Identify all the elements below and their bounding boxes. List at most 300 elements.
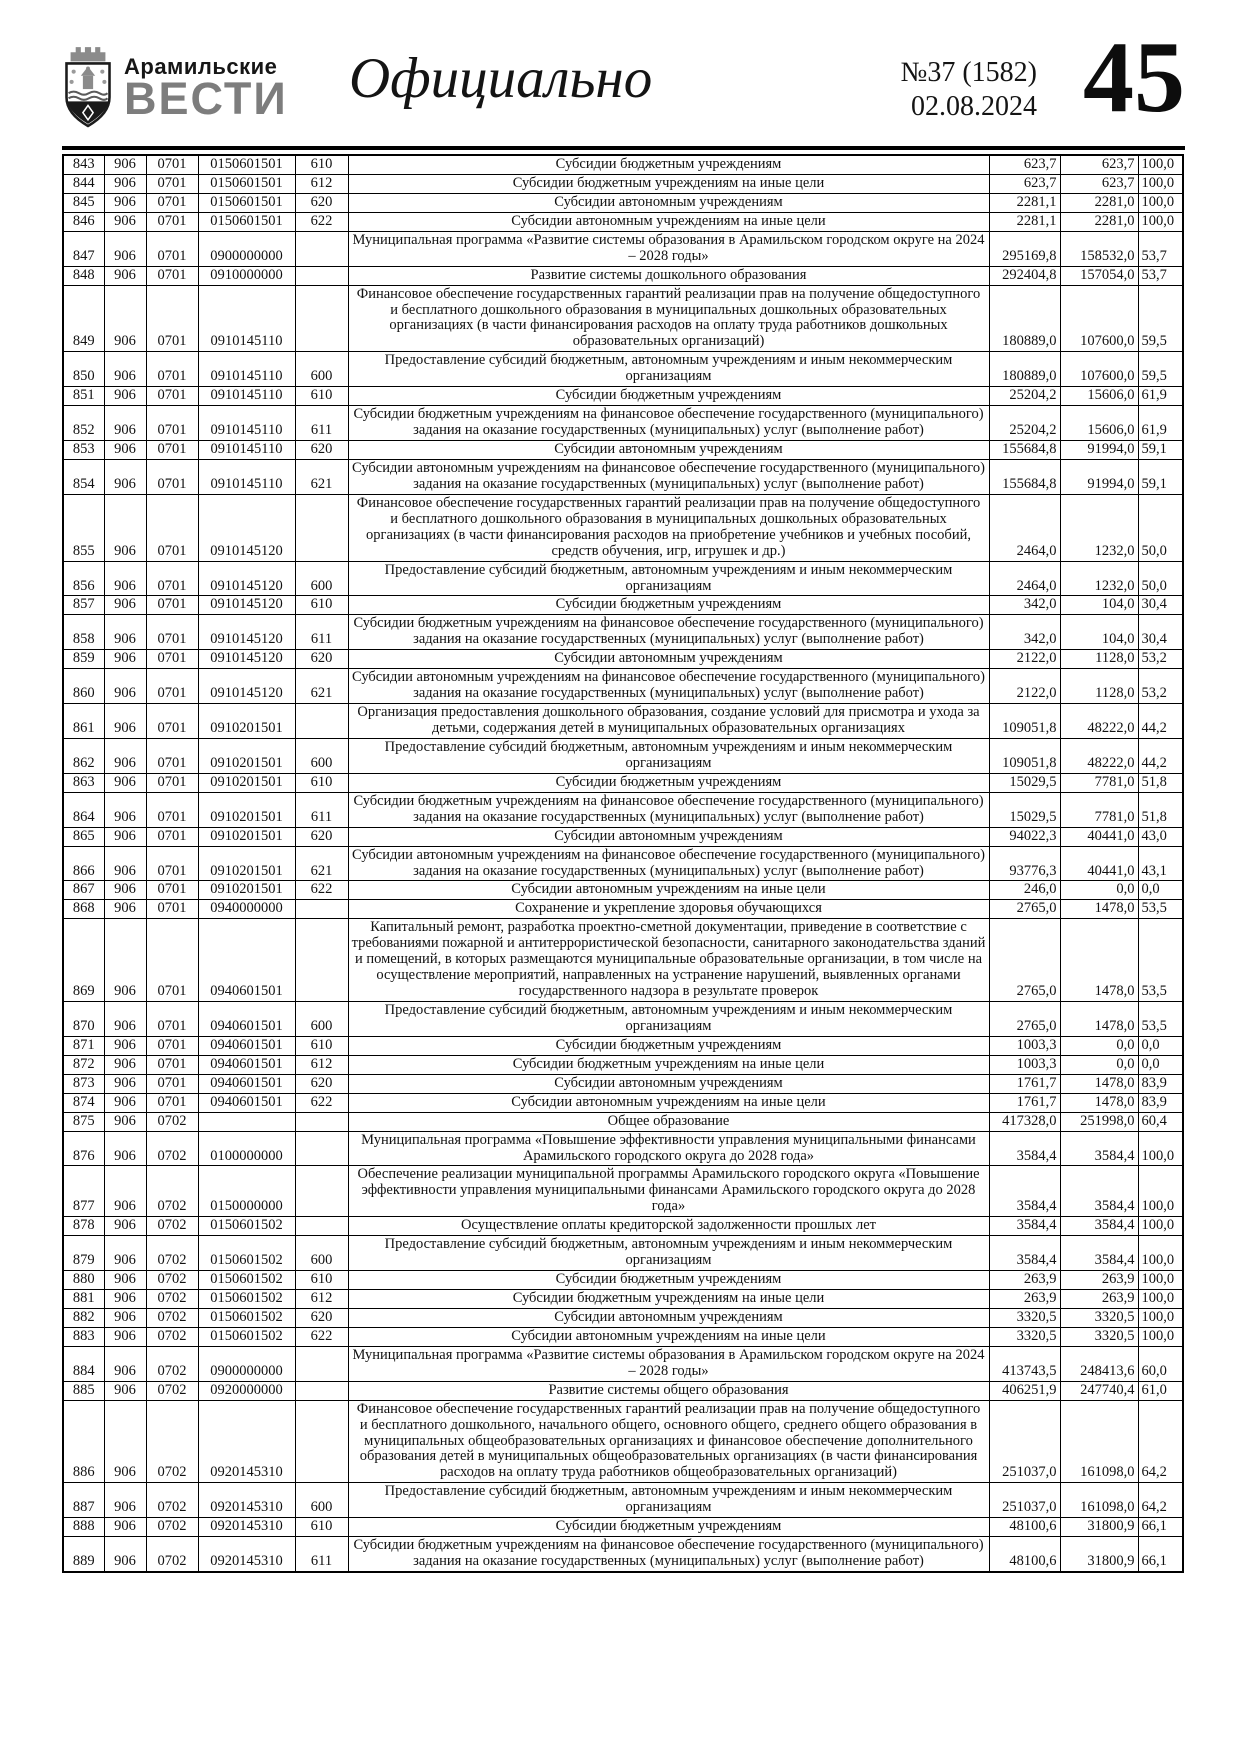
table-row — [63, 1131, 1183, 1166]
plan-amount-cell: 1761,7 — [989, 1074, 1060, 1093]
table-row — [63, 792, 1183, 827]
row-number-cell: 853 — [63, 441, 104, 460]
table-row — [63, 1236, 1183, 1271]
percent-cell: 100,0 — [1138, 155, 1183, 174]
table-row — [63, 615, 1183, 650]
budget-table — [62, 154, 1184, 1573]
percent-cell: 100,0 — [1138, 1271, 1183, 1290]
table-row — [63, 193, 1183, 212]
fact-amount-cell: 1478,0 — [1060, 1093, 1138, 1112]
fact-amount-cell: 263,9 — [1060, 1290, 1138, 1309]
expense-name-cell: Субсидии бюджетным учреждениям на иные цели — [348, 1055, 989, 1074]
plan-amount-cell: 48100,6 — [989, 1518, 1060, 1537]
expense-type-cell: 621 — [295, 846, 348, 881]
target-article-cell: 0910201501 — [198, 773, 295, 792]
section-title: Официально — [349, 47, 653, 110]
fact-amount-cell: 7781,0 — [1060, 792, 1138, 827]
section-code-cell: 0702 — [146, 1537, 198, 1572]
target-article-cell: 0910145110 — [198, 459, 295, 494]
expense-name-cell: Субсидии автономным учреждениям — [348, 650, 989, 669]
row-number-cell: 881 — [63, 1290, 104, 1309]
row-number-cell: 865 — [63, 827, 104, 846]
target-article-cell: 0150601501 — [198, 155, 295, 174]
grbs-code-cell: 906 — [104, 827, 146, 846]
grbs-code-cell: 906 — [104, 1112, 146, 1131]
fact-amount-cell: 161098,0 — [1060, 1483, 1138, 1518]
table-row — [63, 212, 1183, 231]
grbs-code-cell: 906 — [104, 1036, 146, 1055]
percent-cell: 100,0 — [1138, 1217, 1183, 1236]
percent-cell: 44,2 — [1138, 704, 1183, 739]
section-code-cell: 0701 — [146, 406, 198, 441]
percent-cell: 50,0 — [1138, 494, 1183, 561]
grbs-code-cell: 906 — [104, 441, 146, 460]
plan-amount-cell: 292404,8 — [989, 266, 1060, 285]
row-number-cell: 862 — [63, 738, 104, 773]
grbs-code-cell: 906 — [104, 1381, 146, 1400]
expense-name-cell: Финансовое обеспечение государственных гарантий реализации прав на получение общедоступного и бесплатного дошкольного, начального общего, основного общего, среднего общего образования в муниципальных общеобразовательных организациях и финансовое обеспечение дополнительного образования детей в муниципальных общеобразовательных организациях (в части финансирования расходов на оплату труда работников общеобразовательных организаций) — [348, 1400, 989, 1483]
expense-name-cell: Предоставление субсидий бюджетным, автономным учреждениям и иным некоммерческим организациям — [348, 352, 989, 387]
table-row — [63, 919, 1183, 1002]
percent-cell: 66,1 — [1138, 1537, 1183, 1572]
target-article-cell: 0940601501 — [198, 1074, 295, 1093]
expense-type-cell — [295, 1400, 348, 1483]
expense-type-cell: 600 — [295, 1002, 348, 1037]
expense-name-cell: Муниципальная программа «Повышение эффективности управления муниципальными финансами Арамильского городского округа до 2028 года» — [348, 1131, 989, 1166]
plan-amount-cell: 15029,5 — [989, 792, 1060, 827]
fact-amount-cell: 2281,0 — [1060, 193, 1138, 212]
table-row — [63, 1400, 1183, 1483]
table-row — [63, 704, 1183, 739]
fact-amount-cell: 3584,4 — [1060, 1166, 1138, 1217]
percent-cell: 100,0 — [1138, 1290, 1183, 1309]
expense-type-cell — [295, 900, 348, 919]
grbs-code-cell: 906 — [104, 155, 146, 174]
row-number-cell: 873 — [63, 1074, 104, 1093]
table-row — [63, 387, 1183, 406]
percent-cell: 44,2 — [1138, 738, 1183, 773]
plan-amount-cell: 155684,8 — [989, 441, 1060, 460]
plan-amount-cell: 342,0 — [989, 615, 1060, 650]
expense-type-cell — [295, 704, 348, 739]
plan-amount-cell: 2464,0 — [989, 494, 1060, 561]
percent-cell: 53,7 — [1138, 231, 1183, 266]
expense-type-cell: 620 — [295, 650, 348, 669]
expense-type-cell: 610 — [295, 773, 348, 792]
table-row — [63, 1483, 1183, 1518]
target-article-cell: 0910201501 — [198, 738, 295, 773]
plan-amount-cell: 246,0 — [989, 881, 1060, 900]
percent-cell: 0,0 — [1138, 1036, 1183, 1055]
section-code-cell: 0701 — [146, 773, 198, 792]
target-article-cell: 0150601502 — [198, 1217, 295, 1236]
plan-amount-cell: 109051,8 — [989, 704, 1060, 739]
percent-cell: 100,0 — [1138, 1166, 1183, 1217]
expense-name-cell: Субсидии бюджетным учреждениям на иные цели — [348, 1290, 989, 1309]
grbs-code-cell: 906 — [104, 919, 146, 1002]
section-code-cell: 0701 — [146, 846, 198, 881]
row-number-cell: 846 — [63, 212, 104, 231]
expense-name-cell: Муниципальная программа «Развитие системы образования в Арамильском городском округе на 2024 – 2028 годы» — [348, 1346, 989, 1381]
target-article-cell: 0920145310 — [198, 1483, 295, 1518]
section-code-cell: 0701 — [146, 193, 198, 212]
fact-amount-cell: 31800,9 — [1060, 1537, 1138, 1572]
grbs-code-cell: 906 — [104, 615, 146, 650]
plan-amount-cell: 1761,7 — [989, 1093, 1060, 1112]
grbs-code-cell: 906 — [104, 1236, 146, 1271]
section-code-cell: 0701 — [146, 441, 198, 460]
expense-name-cell: Субсидии автономным учреждениям на финансовое обеспечение государственного (муниципального) задания на оказание государственных (муниципальных) услуг (выполнение работ) — [348, 669, 989, 704]
expense-name-cell: Организация предоставления дошкольного образования, создание условий для присмотра и ухода за детьми, содержания детей в муниципальных образовательных организациях — [348, 704, 989, 739]
section-code-cell: 0702 — [146, 1112, 198, 1131]
percent-cell: 53,5 — [1138, 900, 1183, 919]
table-row — [63, 1537, 1183, 1572]
row-number-cell: 879 — [63, 1236, 104, 1271]
section-code-cell: 0702 — [146, 1131, 198, 1166]
table-row — [63, 881, 1183, 900]
grbs-code-cell: 906 — [104, 266, 146, 285]
plan-amount-cell: 2122,0 — [989, 650, 1060, 669]
table-row — [63, 773, 1183, 792]
target-article-cell: 0900000000 — [198, 1346, 295, 1381]
expense-name-cell: Субсидии автономным учреждениям — [348, 1308, 989, 1327]
grbs-code-cell: 906 — [104, 1518, 146, 1537]
plan-amount-cell: 3584,4 — [989, 1131, 1060, 1166]
expense-type-cell — [295, 1217, 348, 1236]
plan-amount-cell: 3584,4 — [989, 1217, 1060, 1236]
target-article-cell: 0150000000 — [198, 1166, 295, 1217]
expense-name-cell: Развитие системы дошкольного образования — [348, 266, 989, 285]
percent-cell: 61,9 — [1138, 387, 1183, 406]
section-code-cell: 0701 — [146, 494, 198, 561]
percent-cell: 100,0 — [1138, 1327, 1183, 1346]
grbs-code-cell: 906 — [104, 561, 146, 596]
fact-amount-cell: 3584,4 — [1060, 1131, 1138, 1166]
expense-type-cell: 611 — [295, 406, 348, 441]
expense-name-cell: Предоставление субсидий бюджетным, автономным учреждениям и иным некоммерческим организациям — [348, 738, 989, 773]
table-row — [63, 1166, 1183, 1217]
table-row — [63, 1290, 1183, 1309]
fact-amount-cell: 107600,0 — [1060, 352, 1138, 387]
section-code-cell: 0701 — [146, 650, 198, 669]
expense-name-cell: Субсидии автономным учреждениям на финансовое обеспечение государственного (муниципального) задания на оказание государственных (муниципальных) услуг (выполнение работ) — [348, 846, 989, 881]
fact-amount-cell: 248413,6 — [1060, 1346, 1138, 1381]
row-number-cell: 857 — [63, 596, 104, 615]
plan-amount-cell: 2765,0 — [989, 919, 1060, 1002]
expense-type-cell: 611 — [295, 792, 348, 827]
target-article-cell: 0910201501 — [198, 704, 295, 739]
target-article-cell: 0940601501 — [198, 1002, 295, 1037]
target-article-cell: 0940000000 — [198, 900, 295, 919]
expense-name-cell: Субсидии бюджетным учреждениям — [348, 1036, 989, 1055]
expense-name-cell: Субсидии автономным учреждениям на финансовое обеспечение государственного (муниципального) задания на оказание государственных (муниципальных) услуг (выполнение работ) — [348, 459, 989, 494]
fact-amount-cell: 3320,5 — [1060, 1308, 1138, 1327]
plan-amount-cell: 342,0 — [989, 596, 1060, 615]
page-header — [62, 21, 1185, 144]
newspaper-name-top: Арамильские — [124, 54, 278, 79]
plan-amount-cell: 109051,8 — [989, 738, 1060, 773]
table-row — [63, 1036, 1183, 1055]
expense-name-cell: Капитальный ремонт, разработка проектно-сметной документации, приведение в соответствие с требованиями пожарной и антитеррористической безопасности, санитарного законодательства зданий и помещений, в которых размещаются муниципальные образовательные организации, в том числе на осуществление мероприятий, направленных на устранение нарушений, выявленных органами государственного надзора в результате проверок — [348, 919, 989, 1002]
plan-amount-cell: 25204,2 — [989, 406, 1060, 441]
grbs-code-cell: 906 — [104, 1290, 146, 1309]
row-number-cell: 863 — [63, 773, 104, 792]
table-row — [63, 561, 1183, 596]
row-number-cell: 848 — [63, 266, 104, 285]
percent-cell: 66,1 — [1138, 1518, 1183, 1537]
expense-type-cell — [295, 1112, 348, 1131]
target-article-cell: 0100000000 — [198, 1131, 295, 1166]
row-number-cell: 849 — [63, 285, 104, 352]
fact-amount-cell: 1232,0 — [1060, 494, 1138, 561]
percent-cell: 60,0 — [1138, 1346, 1183, 1381]
row-number-cell: 883 — [63, 1327, 104, 1346]
grbs-code-cell: 906 — [104, 1537, 146, 1572]
row-number-cell: 843 — [63, 155, 104, 174]
target-article-cell: 0910145120 — [198, 650, 295, 669]
table-row — [63, 266, 1183, 285]
row-number-cell: 882 — [63, 1308, 104, 1327]
city-coat-of-arms-icon — [62, 44, 114, 128]
expense-name-cell: Субсидии бюджетным учреждениям на финансовое обеспечение государственного (муниципального) задания на оказание государственных (муниципальных) услуг (выполнение работ) — [348, 1537, 989, 1572]
grbs-code-cell: 906 — [104, 1002, 146, 1037]
expense-name-cell: Субсидии автономным учреждениям — [348, 1074, 989, 1093]
grbs-code-cell: 906 — [104, 459, 146, 494]
plan-amount-cell: 2765,0 — [989, 1002, 1060, 1037]
expense-type-cell: 610 — [295, 155, 348, 174]
target-article-cell: 0910201501 — [198, 792, 295, 827]
percent-cell: 100,0 — [1138, 212, 1183, 231]
percent-cell: 100,0 — [1138, 1236, 1183, 1271]
percent-cell: 43,0 — [1138, 827, 1183, 846]
target-article-cell: 0910145110 — [198, 406, 295, 441]
fact-amount-cell: 104,0 — [1060, 615, 1138, 650]
section-code-cell: 0701 — [146, 231, 198, 266]
grbs-code-cell: 906 — [104, 704, 146, 739]
plan-amount-cell: 623,7 — [989, 174, 1060, 193]
percent-cell: 100,0 — [1138, 1308, 1183, 1327]
plan-amount-cell: 623,7 — [989, 155, 1060, 174]
section-code-cell: 0701 — [146, 266, 198, 285]
grbs-code-cell: 906 — [104, 352, 146, 387]
target-article-cell: 0910145110 — [198, 387, 295, 406]
expense-type-cell: 622 — [295, 881, 348, 900]
expense-type-cell: 622 — [295, 212, 348, 231]
grbs-code-cell: 906 — [104, 1131, 146, 1166]
fact-amount-cell: 15606,0 — [1060, 387, 1138, 406]
expense-type-cell: 622 — [295, 1093, 348, 1112]
fact-amount-cell: 1478,0 — [1060, 1074, 1138, 1093]
row-number-cell: 851 — [63, 387, 104, 406]
row-number-cell: 870 — [63, 1002, 104, 1037]
percent-cell: 64,2 — [1138, 1400, 1183, 1483]
expense-type-cell — [295, 494, 348, 561]
expense-type-cell: 620 — [295, 1308, 348, 1327]
fact-amount-cell: 3584,4 — [1060, 1217, 1138, 1236]
row-number-cell: 867 — [63, 881, 104, 900]
target-article-cell: 0910201501 — [198, 881, 295, 900]
percent-cell: 61,0 — [1138, 1381, 1183, 1400]
fact-amount-cell: 40441,0 — [1060, 846, 1138, 881]
expense-name-cell: Субсидии бюджетным учреждениям на иные цели — [348, 174, 989, 193]
section-code-cell: 0701 — [146, 1055, 198, 1074]
section-code-cell: 0701 — [146, 1036, 198, 1055]
table-row — [63, 1074, 1183, 1093]
budget-table-body — [63, 155, 1183, 1572]
row-number-cell: 884 — [63, 1346, 104, 1381]
fact-amount-cell: 1128,0 — [1060, 650, 1138, 669]
percent-cell: 50,0 — [1138, 561, 1183, 596]
plan-amount-cell: 2281,1 — [989, 212, 1060, 231]
expense-type-cell: 600 — [295, 1483, 348, 1518]
expense-type-cell: 611 — [295, 1537, 348, 1572]
plan-amount-cell: 3584,4 — [989, 1166, 1060, 1217]
expense-name-cell: Субсидии бюджетным учреждениям на финансовое обеспечение государственного (муниципального) задания на оказание государственных (муниципальных) услуг (выполнение работ) — [348, 792, 989, 827]
expense-type-cell — [295, 1346, 348, 1381]
table-row — [63, 231, 1183, 266]
row-number-cell: 872 — [63, 1055, 104, 1074]
section-code-cell: 0701 — [146, 155, 198, 174]
grbs-code-cell: 906 — [104, 1483, 146, 1518]
row-number-cell: 859 — [63, 650, 104, 669]
plan-amount-cell: 1003,3 — [989, 1036, 1060, 1055]
fact-amount-cell: 157054,0 — [1060, 266, 1138, 285]
target-article-cell: 0900000000 — [198, 231, 295, 266]
percent-cell: 53,5 — [1138, 1002, 1183, 1037]
expense-type-cell: 610 — [295, 387, 348, 406]
table-row — [63, 1112, 1183, 1131]
section-code-cell: 0701 — [146, 919, 198, 1002]
row-number-cell: 854 — [63, 459, 104, 494]
expense-type-cell: 600 — [295, 352, 348, 387]
section-code-cell: 0702 — [146, 1217, 198, 1236]
page-number: 45 — [1083, 21, 1185, 134]
plan-amount-cell: 25204,2 — [989, 387, 1060, 406]
table-row — [63, 1093, 1183, 1112]
grbs-code-cell: 906 — [104, 650, 146, 669]
fact-amount-cell: 623,7 — [1060, 174, 1138, 193]
row-number-cell: 869 — [63, 919, 104, 1002]
expense-name-cell: Осуществление оплаты кредиторской задолженности прошлых лет — [348, 1217, 989, 1236]
row-number-cell: 874 — [63, 1093, 104, 1112]
expense-name-cell: Субсидии автономным учреждениям на иные цели — [348, 212, 989, 231]
table-row — [63, 441, 1183, 460]
grbs-code-cell: 906 — [104, 406, 146, 441]
grbs-code-cell: 906 — [104, 193, 146, 212]
percent-cell: 64,2 — [1138, 1483, 1183, 1518]
section-code-cell: 0701 — [146, 387, 198, 406]
expense-name-cell: Общее образование — [348, 1112, 989, 1131]
table-row — [63, 1518, 1183, 1537]
newspaper-name-bottom: ВЕСТИ — [124, 73, 288, 124]
expense-type-cell: 621 — [295, 669, 348, 704]
row-number-cell: 889 — [63, 1537, 104, 1572]
grbs-code-cell: 906 — [104, 900, 146, 919]
fact-amount-cell: 161098,0 — [1060, 1400, 1138, 1483]
grbs-code-cell: 906 — [104, 1166, 146, 1217]
expense-type-cell — [295, 285, 348, 352]
table-row — [63, 827, 1183, 846]
expense-name-cell: Субсидии бюджетным учреждениям на финансовое обеспечение государственного (муниципального) задания на оказание государственных (муниципальных) услуг (выполнение работ) — [348, 615, 989, 650]
plan-amount-cell: 2464,0 — [989, 561, 1060, 596]
grbs-code-cell: 906 — [104, 387, 146, 406]
plan-amount-cell: 413743,5 — [989, 1346, 1060, 1381]
section-code-cell: 0702 — [146, 1483, 198, 1518]
grbs-code-cell: 906 — [104, 231, 146, 266]
table-row — [63, 1055, 1183, 1074]
fact-amount-cell: 104,0 — [1060, 596, 1138, 615]
fact-amount-cell: 158532,0 — [1060, 231, 1138, 266]
row-number-cell: 864 — [63, 792, 104, 827]
table-row — [63, 650, 1183, 669]
percent-cell: 0,0 — [1138, 881, 1183, 900]
expense-name-cell: Финансовое обеспечение государственных гарантий реализации прав на получение общедоступного и бесплатного дошкольного образования в муниципальных дошкольных образовательных организациях (в части финансирования расходов на оплату труда работников дошкольных образовательных организаций) — [348, 285, 989, 352]
section-code-cell: 0702 — [146, 1166, 198, 1217]
percent-cell: 51,8 — [1138, 792, 1183, 827]
plan-amount-cell: 295169,8 — [989, 231, 1060, 266]
section-code-cell: 0701 — [146, 561, 198, 596]
row-number-cell: 847 — [63, 231, 104, 266]
expense-name-cell: Субсидии бюджетным учреждениям — [348, 155, 989, 174]
percent-cell: 53,2 — [1138, 669, 1183, 704]
row-number-cell: 876 — [63, 1131, 104, 1166]
target-article-cell: 0920145310 — [198, 1518, 295, 1537]
percent-cell: 30,4 — [1138, 615, 1183, 650]
table-row — [63, 1002, 1183, 1037]
fact-amount-cell: 0,0 — [1060, 881, 1138, 900]
expense-name-cell: Субсидии бюджетным учреждениям — [348, 773, 989, 792]
grbs-code-cell: 906 — [104, 1217, 146, 1236]
section-code-cell: 0701 — [146, 285, 198, 352]
grbs-code-cell: 906 — [104, 212, 146, 231]
row-number-cell: 868 — [63, 900, 104, 919]
expense-name-cell: Субсидии бюджетным учреждениям — [348, 1518, 989, 1537]
fact-amount-cell: 91994,0 — [1060, 441, 1138, 460]
table-row — [63, 174, 1183, 193]
fact-amount-cell: 623,7 — [1060, 155, 1138, 174]
section-code-cell: 0701 — [146, 352, 198, 387]
plan-amount-cell: 15029,5 — [989, 773, 1060, 792]
grbs-code-cell: 906 — [104, 174, 146, 193]
grbs-code-cell: 906 — [104, 881, 146, 900]
fact-amount-cell: 1478,0 — [1060, 1002, 1138, 1037]
plan-amount-cell: 251037,0 — [989, 1483, 1060, 1518]
expense-type-cell — [295, 1131, 348, 1166]
expense-type-cell: 621 — [295, 459, 348, 494]
newspaper-name — [124, 44, 288, 124]
header-divider — [62, 146, 1185, 150]
percent-cell: 53,5 — [1138, 919, 1183, 1002]
fact-amount-cell: 7781,0 — [1060, 773, 1138, 792]
section-code-cell: 0701 — [146, 669, 198, 704]
fact-amount-cell: 107600,0 — [1060, 285, 1138, 352]
plan-amount-cell: 180889,0 — [989, 285, 1060, 352]
expense-type-cell: 620 — [295, 827, 348, 846]
percent-cell: 59,1 — [1138, 459, 1183, 494]
grbs-code-cell: 906 — [104, 285, 146, 352]
row-number-cell: 878 — [63, 1217, 104, 1236]
plan-amount-cell: 263,9 — [989, 1290, 1060, 1309]
plan-amount-cell: 155684,8 — [989, 459, 1060, 494]
expense-name-cell: Сохранение и укрепление здоровья обучающихся — [348, 900, 989, 919]
expense-name-cell: Развитие системы общего образования — [348, 1381, 989, 1400]
row-number-cell: 880 — [63, 1271, 104, 1290]
table-row — [63, 846, 1183, 881]
grbs-code-cell: 906 — [104, 1074, 146, 1093]
percent-cell: 61,9 — [1138, 406, 1183, 441]
target-article-cell: 0150601502 — [198, 1290, 295, 1309]
table-row — [63, 1346, 1183, 1381]
